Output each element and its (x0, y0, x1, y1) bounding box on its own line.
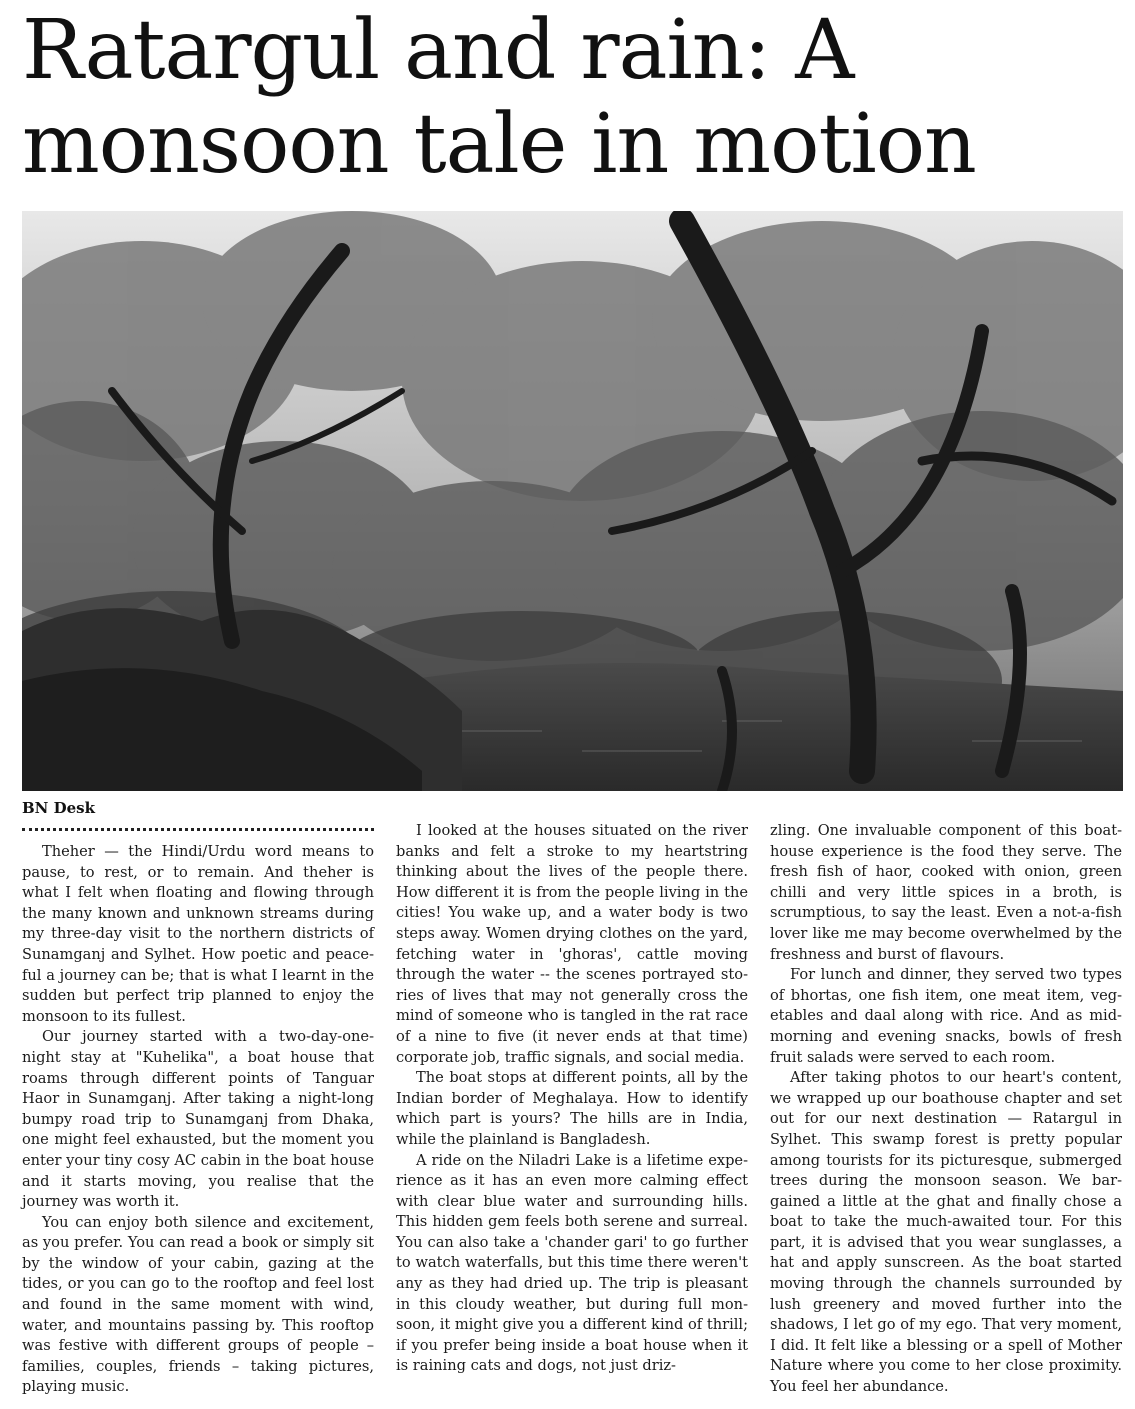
article-column-3 (770, 821, 1122, 1398)
paragraph: Our journey started with a two-day-one-night stay at "Kuhelika", a boat house that roams through different points of Tanguar Haor in Sunamganj. After taking a night-long bumpy road trip to Sunamganj from Dhaka, one might feel exhausted, but the moment you enter your tiny cosy AC cabin in the boat house and it starts moving, you realise that the journey was worth it. (22, 1028, 374, 1211)
paragraph: The boat stops at different points, all by the Indian border of Meghalaya. How to identify which part is yours? The hills are in India, while the plainland is Bangladesh. (396, 1069, 748, 1148)
paragraph: I looked at the houses situated on the river banks and felt a stroke to my heartstring thinking about the lives of the people there. How different it is from the people living in the cities! You wake up, and a water body is two steps away. Women drying clothes on the yard, fetching water in 'ghoras', cattle moving through the water -- the scenes portrayed stories of lives that may not generally cross the mind of someone who is tangled in the rat race of a nine to five (it never ends at that time) corporate job, traffic signals, and social media. (396, 822, 748, 1066)
article-column-2 (396, 821, 748, 1377)
paragraph: For lunch and dinner, they served two types of bhortas, one fish item, one meat item, vegetables and daal along with rice. And as mid-morning and evening snacks, bowls of fresh fruit salads were served to each room. (770, 966, 1122, 1066)
paragraph: After taking photos to our heart's content, we wrapped up our boathouse chapter and set out for our next destination — Ratargul in Sylhet. This swamp forest is pretty popular among tourists for its picturesque, submerged trees during the monsoon season. We bargained a little at the ghat and finally chose a boat to take the much-awaited tour. For this part, it is advised that you wear sunglasses, a hat and apply sunscreen. As the boat started moving through the channels surrounded by lush greenery and moved further into the shadows, I let go of my ego. That very moment, I did. It felt like a blessing or a spell of Mother Nature where you come to her close proximity. You feel her abundance. (770, 1069, 1122, 1396)
byline-text: BN Desk (22, 799, 96, 817)
swamp-forest-photo (22, 211, 1123, 791)
byline (22, 797, 374, 831)
paragraph: You can enjoy both silence and excitement, as you prefer. You can read a book or simply sit by the window of your cabin, gazing at the tides, or you can go to the rooftop and feel lost and found in the same moment with wind, water, and mountains passing by. This rooftop was festive with different groups of people – families, couples, friends – taking pictures, playing music. (22, 1213, 374, 1396)
paragraph: A ride on the Niladri Lake is a lifetime experience as it has an even more calming effect with clear blue water and surrounding hills. This hidden gem feels both serene and surreal. You can also take a 'chander gari' to go further to watch waterfalls, but this time there weren't any as they had dried up. The trip is pleasant in this cloudy weather, but during full monsoon, it might give you a different kind of thrill; if you prefer being inside a boat house when it is raining cats and dogs, not just driz- (396, 1151, 749, 1375)
swamp-forest-photo-drawing (22, 211, 1123, 791)
headline: Ratargul and rain: A monsoon tale in motion (22, 3, 976, 192)
paragraph: Theher — the Hindi/Urdu word means to pause, to rest, or to remain. And theher is what I felt when floating and flowing through the many known and unknown streams during my three-day visit to the northern districts of Sunamganj and Sylhet. How poetic and peaceful a journey can be; that is what I learnt in the sudden but perfect trip planned to enjoy the monsoon to its fullest. (22, 843, 374, 1025)
article-column-1 (22, 842, 374, 1398)
paragraph: zling. One invaluable component of this boat-house experience is the food they serve. The fresh fish of haor, cooked with onion, green chilli and very little spices in a broth, is scrumptious, to say the least. Even a not-a-fish lover like me may become overwhelmed by the freshness and burst of flavours. (770, 822, 1122, 963)
